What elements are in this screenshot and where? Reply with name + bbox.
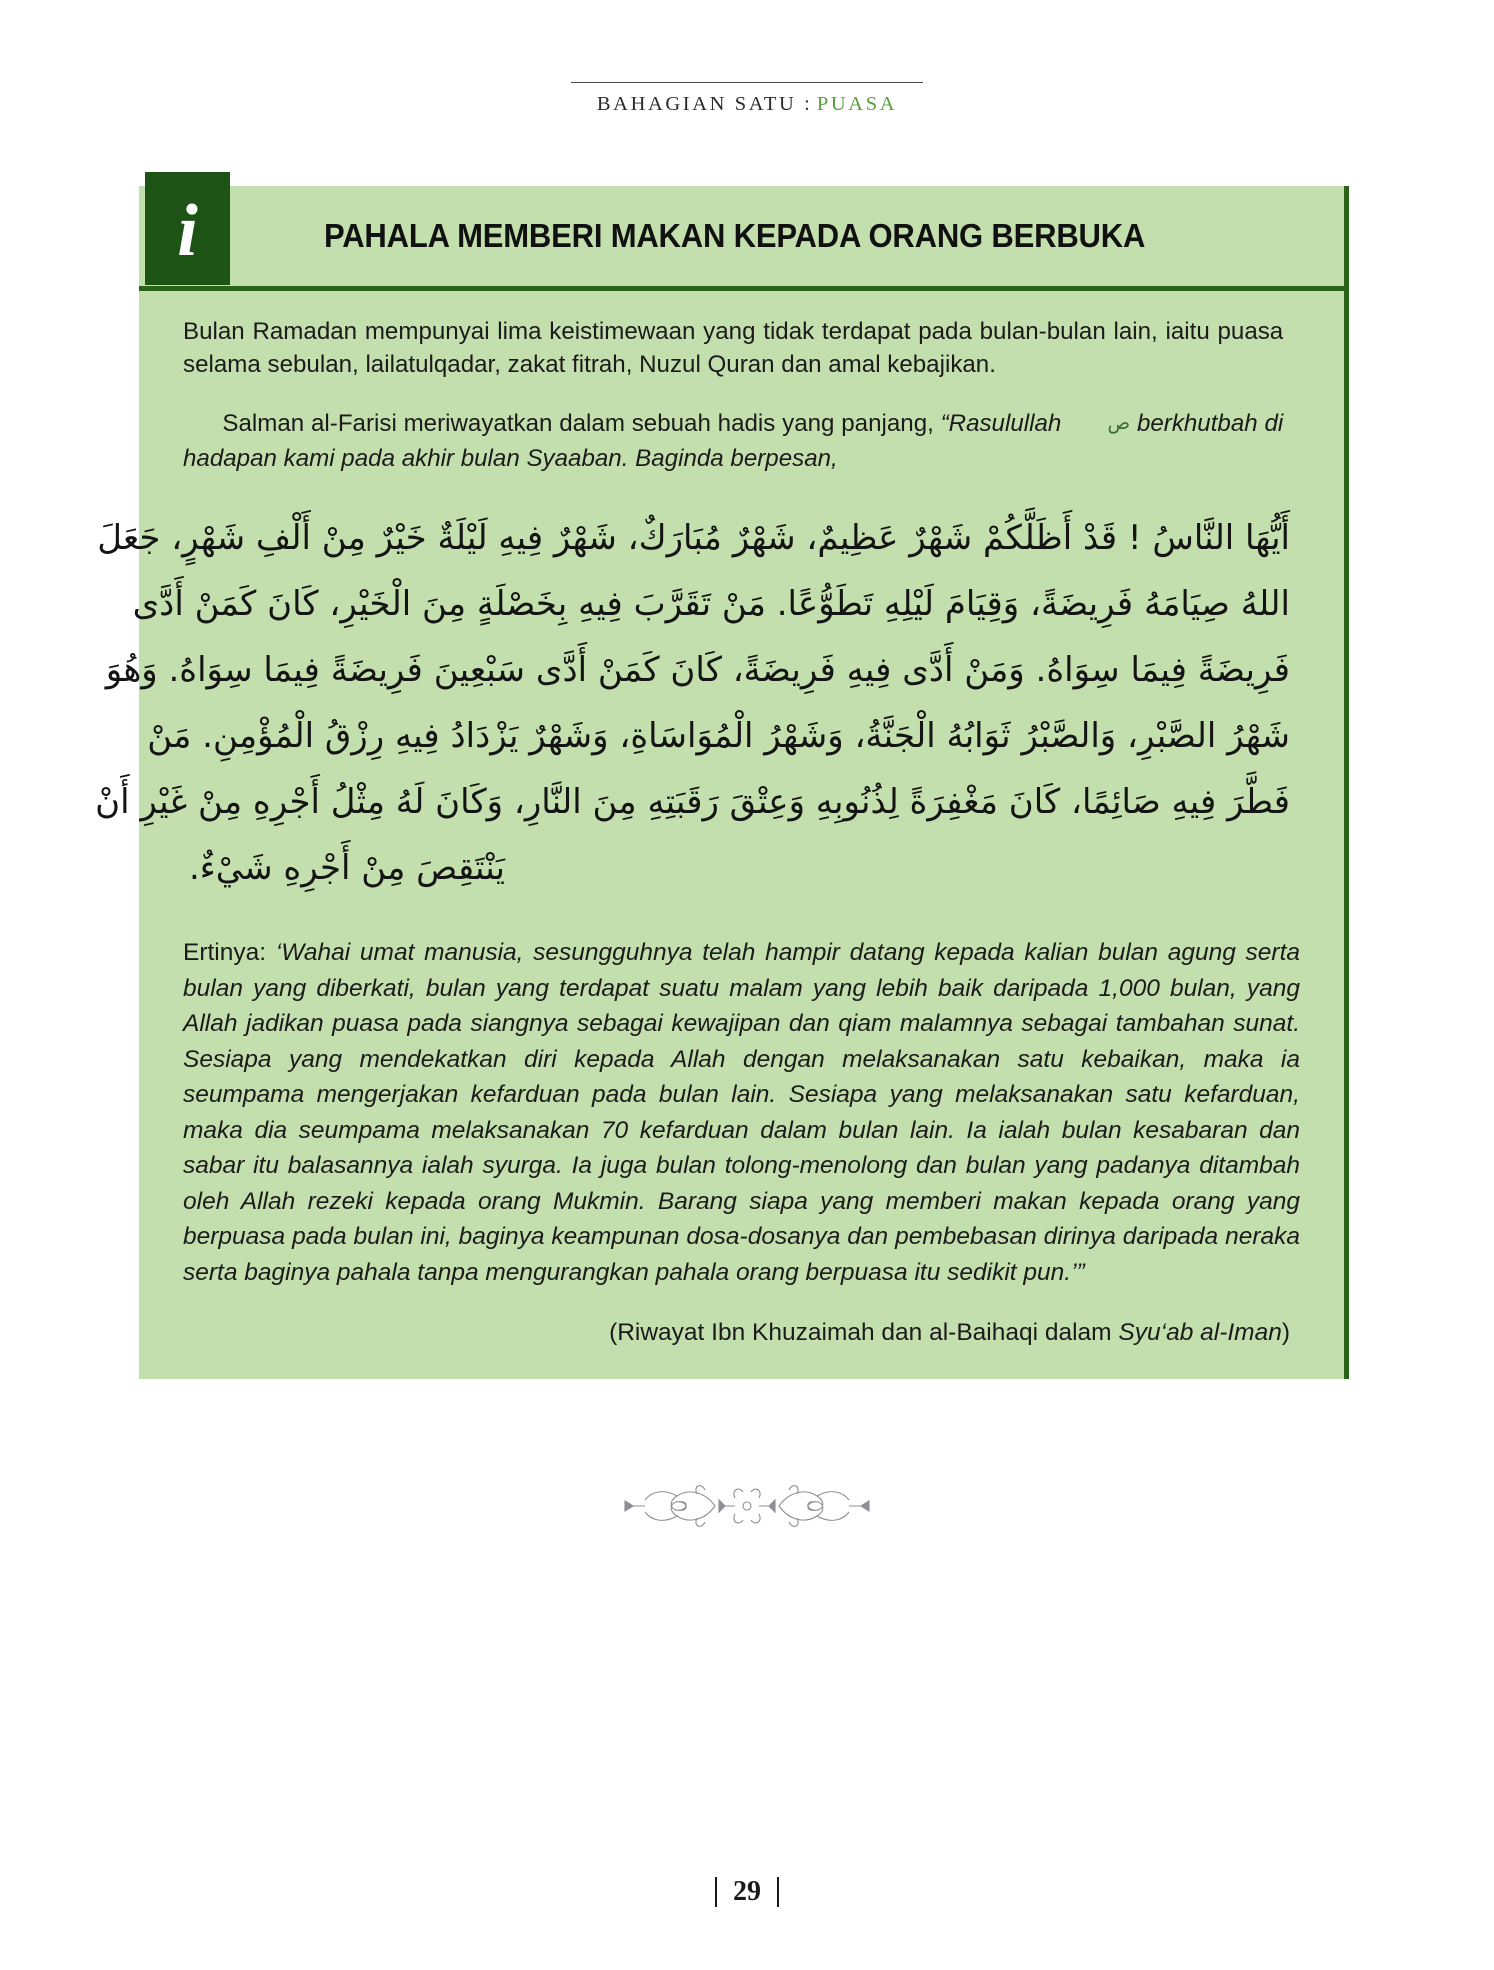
hadith-intro-italic-rest: berkhutbah di hadapan kami pada akhir bulan Syaaban. Baginda berpesan, — [183, 410, 1284, 472]
hadith-intro-italic-start: “Rasulullah — [940, 410, 1062, 437]
running-header-section-name: PUASA — [816, 93, 898, 115]
translation-label: Ertinya: — [183, 939, 267, 966]
info-panel — [95, 186, 1349, 1379]
floral-divider-ornament-icon — [617, 1478, 877, 1534]
hadith-citation — [183, 1316, 1300, 1349]
info-badge-icon — [145, 172, 230, 285]
arabic-hadith-text — [95, 505, 1290, 901]
running-header-section-label: BAHAGIAN SATU : — [596, 93, 813, 115]
hadith-intro-paragraph — [183, 407, 1283, 475]
footer-left-rule — [715, 1877, 717, 1907]
running-header-rule — [571, 82, 923, 116]
info-panel-body — [95, 291, 1344, 1349]
arabic-line: فَرِيضَةً فِيمَا سِوَاهُ. وَمَنْ أَدَّى فِيهِ فَرِيضَةً، كَانَ كَمَنْ أَدَّى سَبْعِينَ فَرِيضَةً فِيمَا سِوَاهُ. وَهُوَ — [105, 650, 1290, 690]
translation-text: ‘Wahai umat manusia, sesungguhnya telah hampir datang kepada kalian bulan agung serta bulan yang diberkati, bulan yang terdapat suatu malam yang lebih baik daripada 1,000 bulan, yang Allah jadikan puasa pada siangnya sebagai kewajipan dan qiam malamnya sebagai tambahan sunat. Sesiapa yang mendekatkan diri kepada Allah dengan melaksanakan satu kebaikan, maka ia seumpama mengerjakan kefarduan pada bulan lain. Sesiapa yang melaksanakan satu kefarduan, maka dia seumpama melaksanakan 70 kefarduan dalam bulan lain. Ia ialah bulan kesabaran dan sabar itu balasannya ialah syurga. Ia juga bulan tolong-menolong dan bulan yang padanya ditambah oleh Allah rezeki kepada orang Mukmin. Barang siapa yang memberi makan kepada orang yang berpuasa pada bulan ini, baginya keampunan dosa-dosanya dan pembebasan dirinya daripada neraka serta baginya pahala tanpa mengurangkan pahala orang berpuasa itu sedikit pun.’” — [183, 939, 1300, 1286]
info-panel-header — [139, 186, 1344, 286]
citation-suffix: ) — [1281, 1319, 1290, 1346]
running-header — [0, 82, 1494, 116]
arabic-line: يَنْتَقِصَ مِنْ أَجْرِهِ شَيْءٌ. — [189, 848, 506, 888]
translation-block — [183, 935, 1300, 1290]
intro-paragraph: Bulan Ramadan mempunyai lima keistimewaan yang tidak terdapat pada bulan-bulan lain, iaitu puasa selama sebulan, lailatulqadar, zakat fitrah, Nuzul Quran dan amal kebajikan. — [183, 318, 1284, 378]
footer-right-rule — [777, 1877, 779, 1907]
sallallahu-alaihi-wasallam-icon: ص — [1107, 413, 1131, 434]
arabic-line: اللهُ صِيَامَهُ فَرِيضَةً، وَقِيَامَ لَيْلِهِ تَطَوُّعًا. مَنْ تَقَرَّبَ فِيهِ بِخَصْلَةٍ مِنَ الْخَيْرِ، كَانَ كَمَنْ أَدَّى — [132, 584, 1290, 624]
arabic-line: شَهْرُ الصَّبْرِ، وَالصَّبْرُ ثَوَابُهُ الْجَنَّةُ، وَشَهْرُ الْمُوَاسَاةِ، وَشَهْرٌ يَزْدَادُ فِيهِ رِزْقُ الْمُؤْمِنِ. مَنْ — [147, 716, 1290, 756]
hadith-intro-roman: Salman al-Farisi meriwayatkan dalam sebuah hadis yang panjang, — [222, 410, 941, 437]
citation-prefix: (Riwayat Ibn Khuzaimah dan al-Baihaqi dalam — [609, 1319, 1119, 1346]
section-ornament — [0, 1478, 1494, 1539]
arabic-line: فَطَّرَ فِيهِ صَائِمًا، كَانَ مَغْفِرَةً لِذُنُوبِهِ وَعِتْقَ رَقَبَتِهِ مِنَ النَّارِ، وَكَانَ لَهُ مِثْلُ أَجْرِهِ مِنْ غَيْرِ أَنْ — [95, 782, 1290, 822]
page-footer — [0, 1876, 1494, 1912]
page-number: 29 — [733, 1876, 761, 1907]
page-number-group — [715, 1876, 779, 1908]
citation-source: Syu‘ab al-Iman — [1118, 1319, 1282, 1346]
info-panel-title: PAHALA MEMBERI MAKAN KEPADA ORANG BERBUKA — [324, 217, 1146, 254]
info-i-glyph: i — [177, 189, 198, 272]
arabic-line: أَيُّهَا النَّاسُ ! قَدْ أَظَلَّكُمْ شَهْرٌ عَظِيمٌ، شَهْرٌ مُبَارَكٌ، شَهْرٌ فِيهِ لَيْلَةٌ خَيْرٌ مِنْ أَلْفِ شَهْرٍ، جَعَلَ — [97, 518, 1290, 558]
